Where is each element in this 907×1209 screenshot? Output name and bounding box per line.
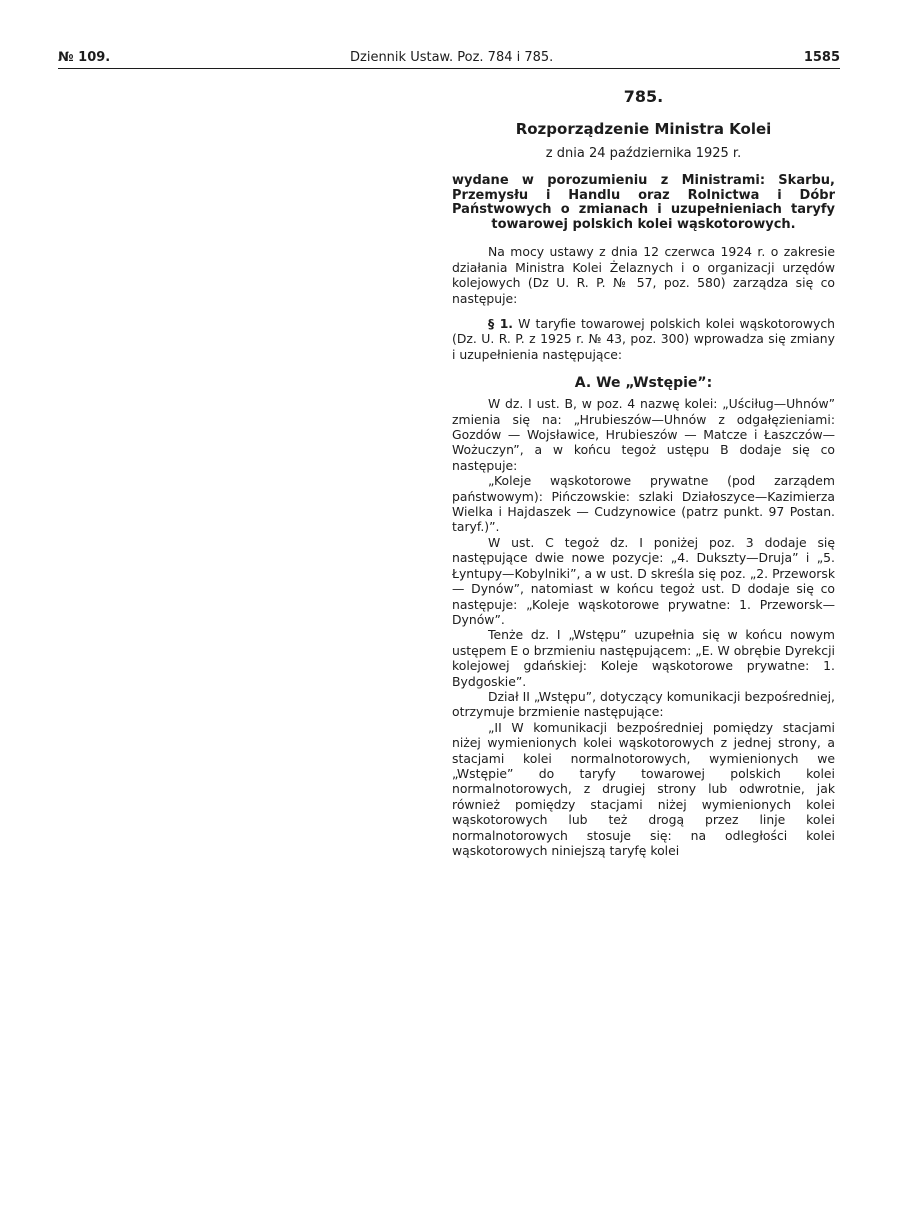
part-a-heading: A. We „Wstępie”: <box>574 375 713 392</box>
article-title: Rozporządzenie Ministra Kolei <box>515 120 772 138</box>
section-1-text: W taryfie towarowej polskich kolei wąskotorowych (Dz. U. R. P. z 1925 r. № 43, poz. 300) wprowadza się zmiany i uzupełnienia następujące: <box>452 316 835 362</box>
paragraph-1: W dz. I ust. B, w poz. 4 nazwę kolei: „Uściług—Uhnów” zmienia się na: „Hrubieszów—Uhnów z odgałęzieniami: Gozdów — Wojsławice, Hrubieszów — Matcze i Łaszczów—Wożuczyn”, a w końcu tegoż ustępu B dodaje się co następuje: <box>452 396 835 473</box>
paragraph-3: W ust. C tegoż dz. I poniżej poz. 3 dodaje się następujące dwie nowe pozycje: „4. Dukszty—Druja” i „5. Łyntupy—Kobylniki”, a w ust. D skreśla się poz. „2. Przeworsk — Dynów”, natomiast w końcu tegoż ust. D dodaje się co następuje: „Koleje wąskotorowe prywatne: 1. Przeworsk—Dynów”. <box>452 534 835 627</box>
article-subtitle: wydane w porozumieniu z Ministrami: Skarbu, Przemysłu i Handlu oraz Rolnictwa i Dóbr Państwowych o zmianach i uzupełnieniach taryfy towarowej polskich kolei wąskotorowych. <box>452 173 835 232</box>
page-header <box>58 50 840 68</box>
preamble: Na mocy ustawy z dnia 12 czerwca 1924 r. o zakresie działania Ministra Kolei Żelaznych i o organizacji urzędów kolejowych (Dz U. R. P. № 57, poz. 580) zarządza się co następuje: <box>452 244 835 306</box>
section-1 <box>452 316 835 362</box>
paragraph-5: Dział II „Wstępu”, dotyczący komunikacji bezpośredniej, otrzymuje brzmienie następujące: <box>452 688 835 720</box>
paragraph-2: „Koleje wąskotorowe prywatne (pod zarządem państwowym): Pińczowskie: szlaki Działoszyce—Kazimierza Wielka i Hajdaszek — Cudzynowice (patrz punkt. 97 Postan. taryf.)”. <box>452 473 835 535</box>
issue-number: № 109. <box>58 50 111 65</box>
paragraph-6: „II W komunikacji bezpośredniej pomiędzy stacjami niżej wymienionych kolei wąskotorowych z jednej strony, a stacjami kolei normalnotorowych, wymienionych we „Wstępie” do taryfy towarowej polskich kolei normalnotorowych, z drugiej strony lub odwrotnie, jak również pomiędzy stacjami niżej wymienionych kolei wąskotorowych lub też drogą przez linje kolei normalnotorowych stosuje się: na odległości kolei wąskotorowych niniejszą taryfę kolei <box>452 719 835 858</box>
article-column <box>452 84 835 858</box>
section-1-label: § 1. <box>488 316 514 331</box>
article-number: 785. <box>623 87 664 106</box>
journal-reference: Dziennik Ustaw. Poz. 784 i 785. <box>350 50 554 65</box>
article-date: z dnia 24 października 1925 r. <box>545 146 742 161</box>
paragraph-4: Tenże dz. I „Wstępu” uzupełnia się w końcu nowym ustępem E o brzmieniu następującem: „E. W obrębie Dyrekcji kolejowej gdańskiej: Koleje wąskotorowe prywatne: 1. Bydgoskie”. <box>452 627 835 689</box>
header-rule <box>58 68 840 69</box>
page-number: 1585 <box>803 50 840 65</box>
